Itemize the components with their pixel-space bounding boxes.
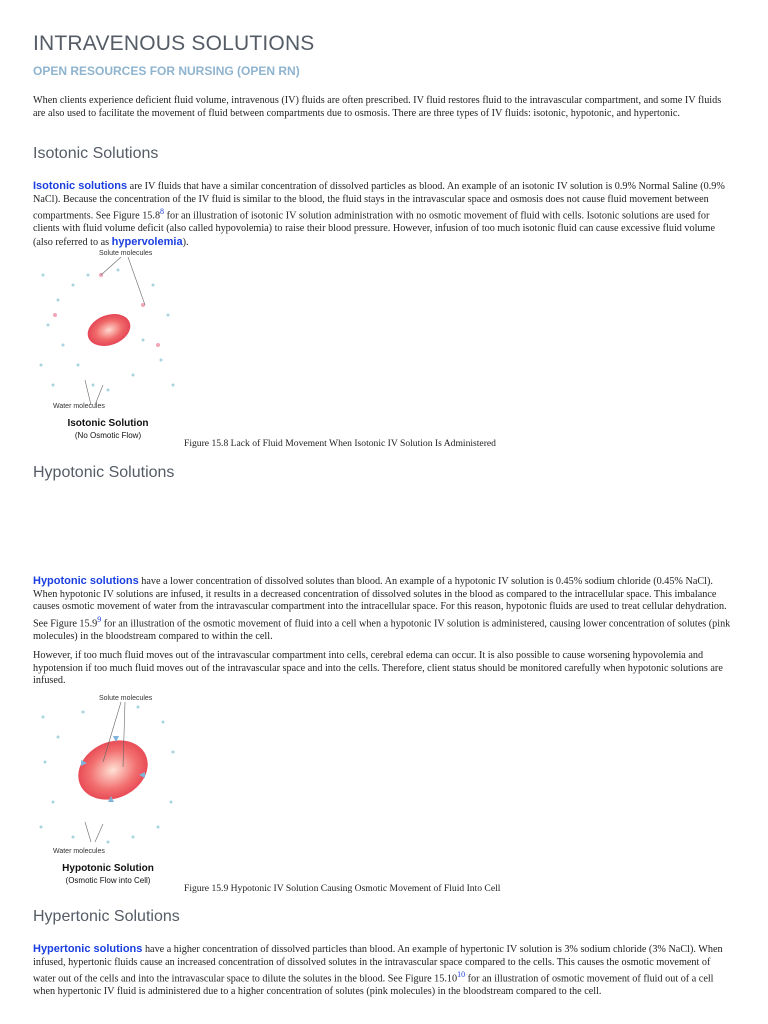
hypertonic-paragraph	[33, 943, 733, 999]
figure-name: Hypotonic Solution	[62, 863, 154, 874]
hypertonic-term-link[interactable]: Hypertonic solutions	[33, 943, 143, 955]
water-label: Water molecules	[53, 403, 105, 410]
figure-name: Isotonic Solution	[67, 418, 149, 429]
hypotonic-heading: Hypotonic Solutions	[33, 464, 175, 481]
intro-paragraph: When clients experience deficient fluid volume, intravenous (IV) fluids are often prescribed. IV fluid restores fluid to the intravascular compartment, and some IV fluids are also used to facilitate the movement of fluid between compartments due to osmosis. There are three types of IV fluids: isotonic, hypotonic, and hypertonic.	[33, 95, 722, 119]
hypotonic-illustration	[33, 692, 183, 887]
red-blood-cell	[83, 308, 135, 351]
isotonic-term-link[interactable]: Isotonic solutions	[33, 180, 128, 192]
solute-label: Solute molecules	[99, 695, 153, 702]
isotonic-illustration	[33, 245, 183, 440]
page-title: INTRAVENOUS SOLUTIONS	[33, 32, 315, 55]
figure-ref-link[interactable]: 10	[457, 970, 466, 980]
hypotonic-paragraph	[33, 575, 733, 643]
hypotonic-figure	[33, 692, 183, 885]
isotonic-caption: Figure 15.8 Lack of Fluid Movement When Isotonic IV Solution Is Administered	[184, 438, 496, 449]
water-label: Water molecules	[53, 848, 105, 855]
hypotonic-text-b: for an illustration of the osmotic movement of fluid into a cell when a hypotonic IV solution is administered, causing lower concentration of solutes (pink molecules) in the bloodstream compared to within the cell.	[33, 618, 731, 642]
figure-ref-link[interactable]: 9	[97, 614, 102, 624]
hypotonic-text-a: have a lower concentration of dissolved solutes than blood. An example of a hypotonic IV solution is 0.45% sodium chloride (0.45% NaCl). When hypotonic IV solutions are infused, it results in a decreased concentration of dissolved solutes in the blood as compared to the intracellular space. This imbalance causes osmotic movement of water from the intravascular compartment into the intracellular space. For this reason, hypotonic fluids are used to treat cellular dehydration. See Figure 15.9	[33, 576, 727, 630]
hypertonic-text-a: have a higher concentration of dissolved particles than blood. An example of hypertonic IV solution is 3% sodium chloride (3% NaCl). When infused, hypertonic fluids cause an increased concentration of dissolved solutes in the intravascular space compared to the cells. This causes the osmotic movement of water out of the cells and into the intravascular space to dilute the solutes in the blood. See Figure 15.10	[33, 944, 723, 985]
hypertonic-text-b: for an illustration of osmotic movement of fluid out of a cell when hypertonic IV fluid is administered due to a higher concentration of solutes (pink molecules) in the bloodstream compared to the cell.	[33, 973, 714, 998]
isotonic-text-a: are IV fluids that have a similar concentration of dissolved particles as blood. An example of an isotonic IV solution is 0.9% Normal Saline (0.9% NaCl). Because the concentration of the IV fluid is similar to the blood, the fluid stays in the intravascular space and osmosis does not cause fluid movement between compartments. See Figure 15.8	[33, 181, 725, 222]
page-subtitle: OPEN RESOURCES FOR NURSING (OPEN RN)	[33, 64, 300, 78]
hypotonic-paragraph-2: However, if too much fluid moves out of the intravascular compartment into cells, cerebral edema can occur. It is also possible to cause worsening hypovolemia and hypotension if too much fluid moves out of the intravascular space and into the cells. Therefore, client status should be monitored carefully when hypotonic solutions are infused.	[33, 650, 723, 687]
figure-sub: (No Osmotic Flow)	[74, 431, 142, 440]
hypervolemia-term-link[interactable]: hypervolemia	[111, 235, 183, 248]
red-blood-cell	[69, 729, 158, 810]
isotonic-heading: Isotonic Solutions	[33, 145, 159, 162]
hypotonic-caption: Figure 15.9 Hypotonic IV Solution Causing Osmotic Movement of Fluid Into Cell	[184, 883, 501, 894]
isotonic-paragraph	[33, 180, 733, 249]
isotonic-text-c: ).	[182, 236, 189, 248]
solute-label: Solute molecules	[99, 250, 153, 257]
figure-sub: (Osmotic Flow into Cell)	[65, 876, 151, 885]
hypertonic-heading: Hypertonic Solutions	[33, 908, 180, 925]
isotonic-text-b: for an illustration of isotonic IV solution administration with no osmotic movement of fluid with cells. Isotonic solutions are used for clients with fluid volume deficit (also called hypovolemia) to raise their blood pressure. However, infusion of too much isotonic fluid can cause excessive fluid volume (also referred to as	[33, 210, 715, 248]
figure-ref-link[interactable]: 8	[160, 207, 165, 217]
hypotonic-term-link[interactable]: Hypotonic solutions	[33, 575, 139, 587]
isotonic-figure	[33, 245, 183, 440]
